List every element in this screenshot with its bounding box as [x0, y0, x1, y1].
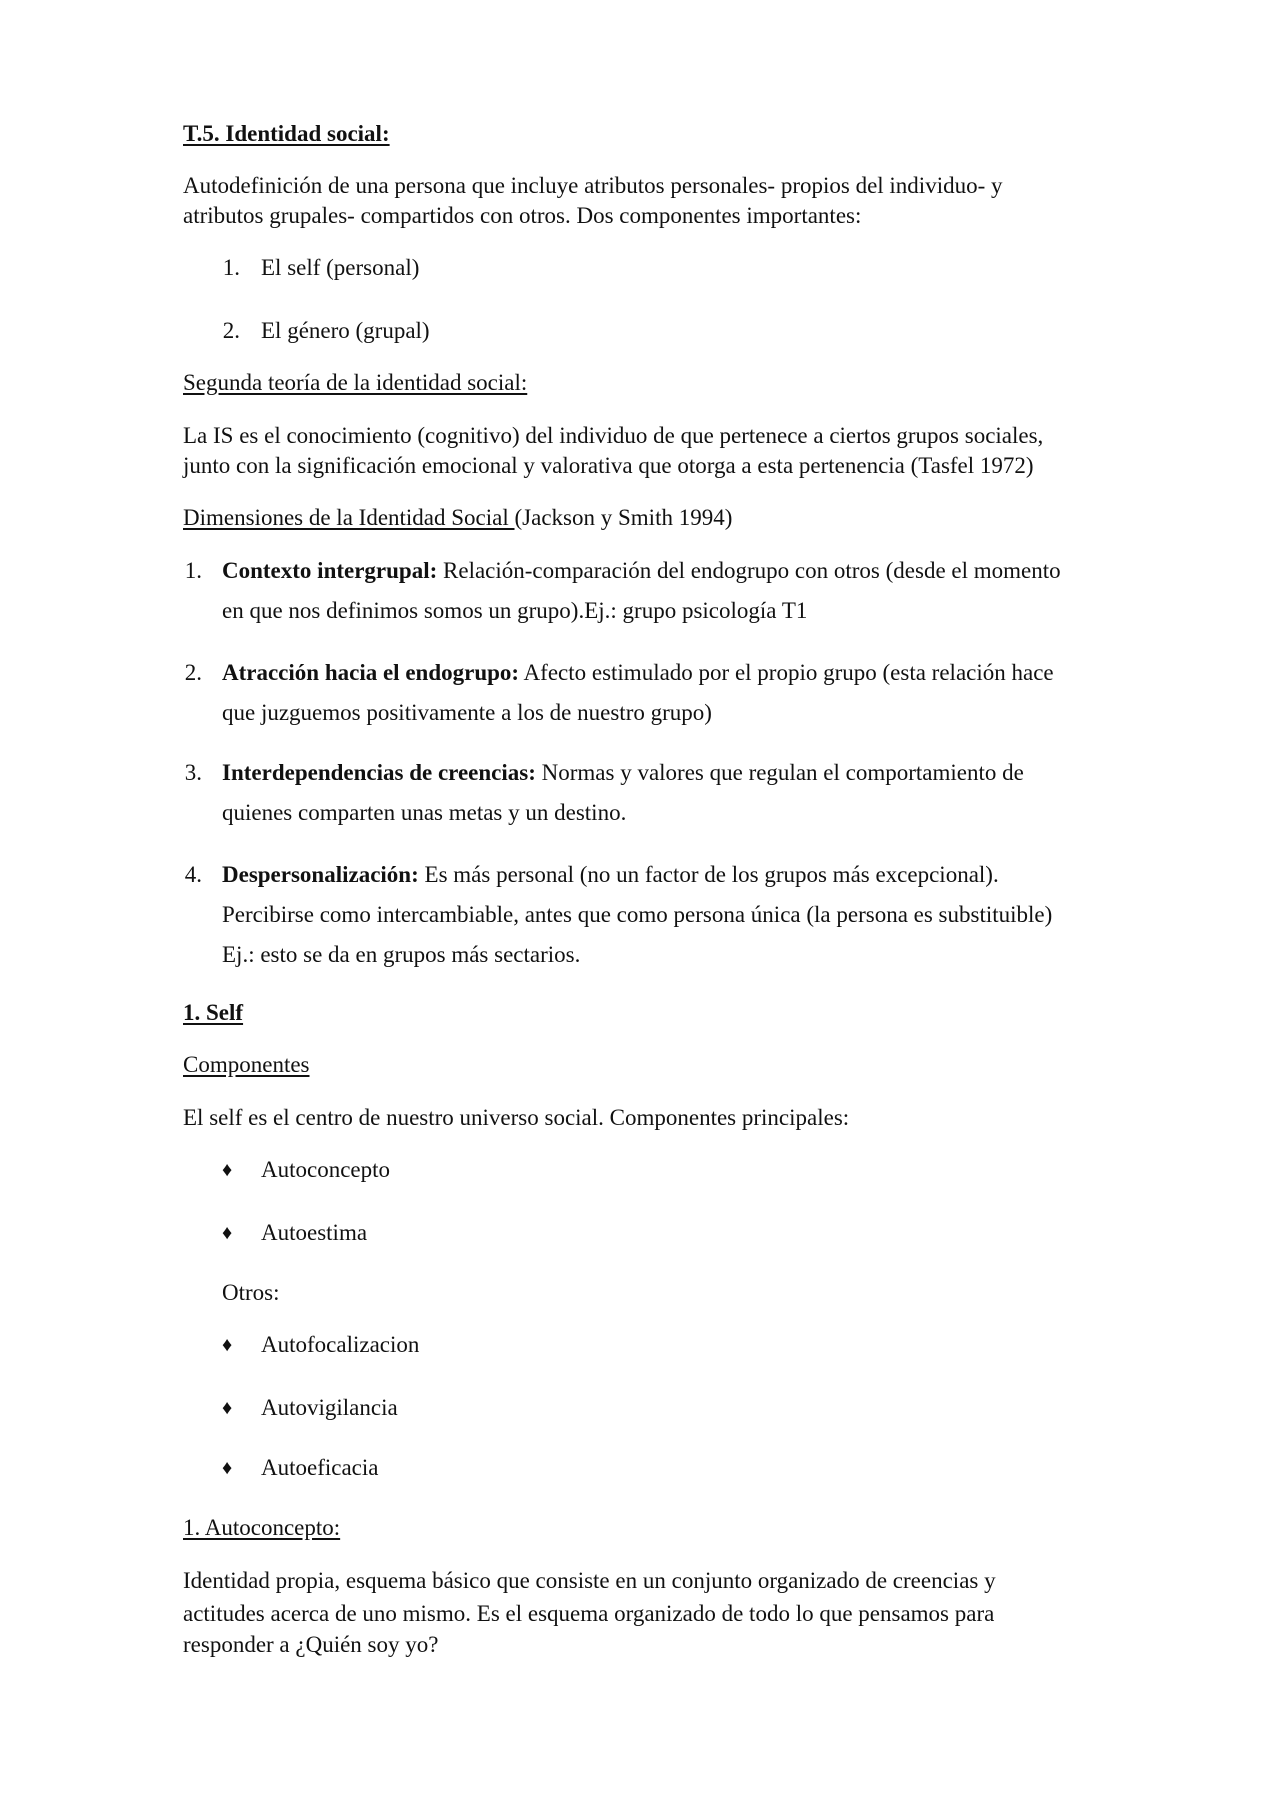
autoconcepto-line-1: Identidad propia, esquema básico que consiste en un conjunto organizado de creencias y [183, 1568, 996, 1593]
autoconcepto-line-2: actitudes acerca de uno mismo. Es el esquema organizado de todo lo que pensamos para [183, 1601, 995, 1626]
componentes-title: Componentes [183, 1052, 310, 1077]
list-number: 4. [184, 862, 202, 887]
list-number: 1. [222, 255, 240, 280]
list-number: 2. [222, 318, 240, 343]
list-number: 2. [184, 660, 202, 685]
list-item: El self (personal) [261, 255, 420, 280]
dimension-text-cont: en que nos definimos somos un grupo).Ej.: grupo psicología T1 [222, 598, 808, 623]
list-item: Autoconcepto [261, 1157, 391, 1182]
list-item: Autoeficacia [261, 1455, 379, 1480]
dimension-term: Despersonalización: [222, 862, 419, 887]
list-number: 3. [184, 760, 202, 785]
intro-line-2: atributos grupales- compartidos con otros. Dos componentes importantes: [183, 203, 862, 228]
autoconcepto-title: 1. Autoconcepto: [183, 1515, 341, 1540]
self-intro: El self es el centro de nuestro universo social. Componentes principales: [183, 1105, 850, 1130]
dimension-text-cont: que juzguemos positivamente a los de nuestro grupo) [222, 700, 712, 725]
dimension-text: Relación-comparación del endogrupo con otros (desde el momento [437, 558, 1061, 583]
list-item: Autoestima [261, 1220, 368, 1245]
list-item: Autovigilancia [261, 1395, 398, 1420]
dimensiones-source: (Jackson y Smith 1994) [514, 505, 733, 530]
list-item: Autofocalizacion [261, 1332, 420, 1357]
diamond-bullet-icon: ♦ [222, 1159, 233, 1181]
dimensiones-title: Dimensiones de la Identidad Social [183, 505, 515, 530]
otros-label: Otros: [222, 1280, 280, 1305]
segunda-teoria-title: Segunda teoría de la identidad social: [183, 370, 528, 395]
list-item [222, 653, 1054, 733]
list-item [222, 855, 1052, 975]
dimensiones-heading [183, 503, 1103, 533]
segunda-text-line-2: junto con la significación emocional y valorativa que otorga a esta pertenencia (Tasfel 1972) [183, 453, 1034, 478]
dimension-term: Atracción hacia el endogrupo: [222, 660, 520, 685]
segunda-text-line-1: La IS es el conocimiento (cognitivo) del individuo de que pertenece a ciertos grupos sociales, [183, 423, 1044, 448]
list-item: El género (grupal) [261, 318, 430, 343]
dimension-text: Afecto estimulado por el propio grupo (esta relación hace [519, 660, 1054, 685]
dimension-text-cont: Percibirse como intercambiable, antes que como persona única (la persona es substituible) [222, 902, 1053, 927]
autoconcepto-line-3: responder a ¿Quién soy yo? [183, 1632, 439, 1657]
list-item [222, 551, 1061, 631]
dimension-text: Es más personal (no un factor de los grupos más excepcional). [418, 862, 999, 887]
diamond-bullet-icon: ♦ [222, 1222, 233, 1244]
section-heading-t5: T.5. Identidad social: [183, 121, 390, 146]
list-number: 1. [184, 558, 202, 583]
dimension-term: Contexto intergrupal: [222, 558, 438, 583]
list-item [222, 753, 1024, 833]
self-heading: 1. Self [183, 1000, 244, 1025]
dimension-text: Normas y valores que regulan el comportamiento de [535, 760, 1024, 785]
dimension-term: Interdependencias de creencias: [222, 760, 536, 785]
dimension-text-cont: quienes comparten unas metas y un destino. [222, 800, 627, 825]
diamond-bullet-icon: ♦ [222, 1457, 233, 1479]
dimension-text-cont: Ej.: esto se da en grupos más sectarios. [222, 942, 581, 967]
diamond-bullet-icon: ♦ [222, 1397, 233, 1419]
intro-line-1: Autodefinición de una persona que incluye atributos personales- propios del individuo- y [183, 173, 1003, 198]
diamond-bullet-icon: ♦ [222, 1334, 233, 1356]
